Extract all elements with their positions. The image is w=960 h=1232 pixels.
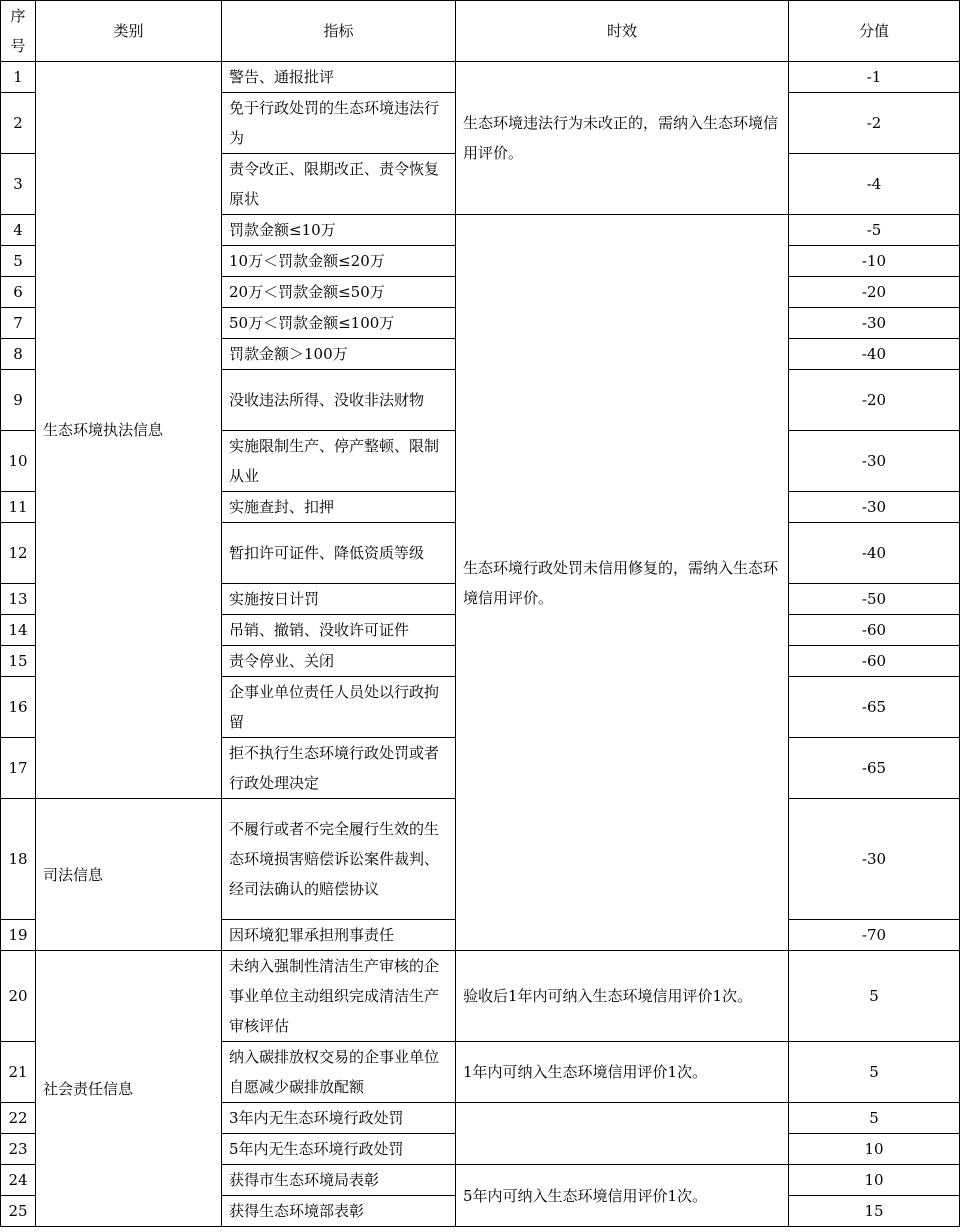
score-cell: -2: [789, 93, 960, 154]
score-cell: -30: [789, 492, 960, 523]
category-cell: 司法信息: [36, 799, 222, 951]
seq-cell: 23: [1, 1134, 36, 1165]
score-cell: -1: [789, 62, 960, 93]
validity-cell: [456, 1103, 789, 1165]
indicator-cell: 责令停业、关闭: [222, 646, 456, 677]
indicator-cell: 获得生态环境部表彰: [222, 1196, 456, 1227]
seq-cell: 22: [1, 1103, 36, 1134]
indicator-cell: 未纳入强制性清洁生产审核的企事业单位主动组织完成清洁生产审核评估: [222, 951, 456, 1042]
category-cell: 社会责任信息: [36, 951, 222, 1227]
seq-cell: 15: [1, 646, 36, 677]
score-cell: 5: [789, 1103, 960, 1134]
category-cell: 生态环境执法信息: [36, 62, 222, 799]
seq-cell: 19: [1, 920, 36, 951]
seq-cell: 5: [1, 246, 36, 277]
header-category: 类别: [36, 1, 222, 62]
header-indicator: 指标: [222, 1, 456, 62]
seq-cell: 17: [1, 738, 36, 799]
table-row: [1, 951, 960, 1042]
seq-cell: 24: [1, 1165, 36, 1196]
indicator-cell: 没收违法所得、没收非法财物: [222, 370, 456, 431]
seq-cell: 2: [1, 93, 36, 154]
score-cell: -10: [789, 246, 960, 277]
seq-cell: 1: [1, 62, 36, 93]
score-cell: -60: [789, 646, 960, 677]
seq-cell: 18: [1, 799, 36, 920]
seq-cell: 9: [1, 370, 36, 431]
indicator-cell: 纳入碳排放权交易的企事业单位自愿减少碳排放配额: [222, 1042, 456, 1103]
seq-cell: 16: [1, 677, 36, 738]
table-header-row: [1, 1, 960, 62]
score-cell: 5: [789, 951, 960, 1042]
indicator-cell: 不履行或者不完全履行生效的生态环境损害赔偿诉讼案件裁判、经司法确认的赔偿协议: [222, 799, 456, 920]
seq-cell: 25: [1, 1196, 36, 1227]
score-cell: 10: [789, 1165, 960, 1196]
score-cell: -60: [789, 615, 960, 646]
score-cell: -30: [789, 431, 960, 492]
seq-cell: 13: [1, 584, 36, 615]
indicator-cell: 获得市生态环境局表彰: [222, 1165, 456, 1196]
indicator-cell: 企事业单位责任人员处以行政拘留: [222, 677, 456, 738]
validity-cell: 5年内可纳入生态环境信用评价1次。: [456, 1165, 789, 1227]
indicator-cell: 实施查封、扣押: [222, 492, 456, 523]
validity-cell: 1年内可纳入生态环境信用评价1次。: [456, 1042, 789, 1103]
seq-cell: 4: [1, 215, 36, 246]
table-row: [1, 62, 960, 93]
score-cell: -65: [789, 738, 960, 799]
seq-cell: 8: [1, 339, 36, 370]
indicator-cell: 吊销、撤销、没收许可证件: [222, 615, 456, 646]
indicator-cell: 责令改正、限期改正、责令恢复原状: [222, 154, 456, 215]
seq-cell: 20: [1, 951, 36, 1042]
score-cell: -65: [789, 677, 960, 738]
indicator-cell: 罚款金额＞100万: [222, 339, 456, 370]
seq-cell: 21: [1, 1042, 36, 1103]
score-cell: -5: [789, 215, 960, 246]
validity-cell: 验收后1年内可纳入生态环境信用评价1次。: [456, 951, 789, 1042]
header-score: 分值: [789, 1, 960, 62]
indicator-cell: 50万＜罚款金额≤100万: [222, 308, 456, 339]
seq-cell: 6: [1, 277, 36, 308]
validity-cell: 生态环境行政处罚未信用修复的，需纳入生态环境信用评价。: [456, 215, 789, 951]
indicator-cell: 拒不执行生态环境行政处罚或者行政处理决定: [222, 738, 456, 799]
indicator-cell: 10万＜罚款金额≤20万: [222, 246, 456, 277]
score-cell: -70: [789, 920, 960, 951]
seq-cell: 14: [1, 615, 36, 646]
score-cell: -20: [789, 277, 960, 308]
indicator-cell: 警告、通报批评: [222, 62, 456, 93]
score-cell: -20: [789, 370, 960, 431]
header-validity: 时效: [456, 1, 789, 62]
seq-cell: 7: [1, 308, 36, 339]
score-cell: -40: [789, 339, 960, 370]
score-cell: -40: [789, 523, 960, 584]
indicator-cell: 暂扣许可证件、降低资质等级: [222, 523, 456, 584]
score-cell: -4: [789, 154, 960, 215]
seq-cell: 3: [1, 154, 36, 215]
seq-cell: 12: [1, 523, 36, 584]
indicator-cell: 实施按日计罚: [222, 584, 456, 615]
indicator-cell: 实施限制生产、停产整顿、限制从业: [222, 431, 456, 492]
score-cell: 15: [789, 1196, 960, 1227]
indicator-cell: 5年内无生态环境行政处罚: [222, 1134, 456, 1165]
seq-cell: 11: [1, 492, 36, 523]
indicator-cell: 免于行政处罚的生态环境违法行为: [222, 93, 456, 154]
score-cell: 10: [789, 1134, 960, 1165]
score-cell: -30: [789, 799, 960, 920]
score-cell: -50: [789, 584, 960, 615]
indicator-cell: 3年内无生态环境行政处罚: [222, 1103, 456, 1134]
indicator-cell: 20万＜罚款金额≤50万: [222, 277, 456, 308]
indicator-cell: 因环境犯罪承担刑事责任: [222, 920, 456, 951]
header-seq: 序号: [1, 1, 36, 62]
seq-cell: 10: [1, 431, 36, 492]
score-cell: -30: [789, 308, 960, 339]
validity-cell: 生态环境违法行为未改正的，需纳入生态环境信用评价。: [456, 62, 789, 215]
indicator-cell: 罚款金额≤10万: [222, 215, 456, 246]
score-cell: 5: [789, 1042, 960, 1103]
